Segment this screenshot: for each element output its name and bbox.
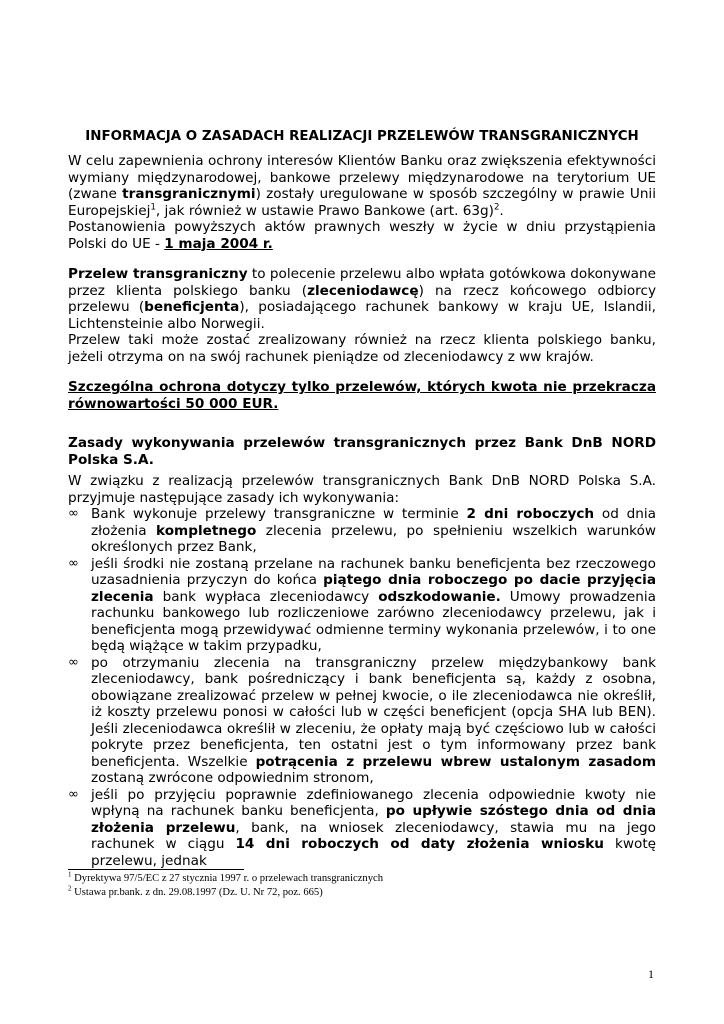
intro-section: [68, 153, 656, 252]
footnote-number: 1: [68, 870, 72, 879]
effective-date: 1 maja 2004 r.: [164, 235, 273, 252]
list-item-text: jeśli środki nie zostaną przelane na rachunek banku beneficjenta bez rzeczowego uzasadnienia przyczyn do końca: [91, 555, 656, 588]
intro-text: , jak również w ustawie Prawo Bankowe (art. 63g): [155, 202, 494, 219]
intro-text: Postanowienia powyższych aktów prawnych weszły w życie w dniu przystąpienia Polski do UE -: [68, 219, 656, 252]
section-intro: W związku z realizacją przelewów transgranicznych Bank DnB NORD Polska S.A. przyjmuje następujące zasady ich wykonywania:: [68, 473, 656, 506]
list-item: [68, 787, 656, 870]
bullet-icon: ∞: [68, 506, 79, 521]
list-item-bold: po upływie szóstego dnia od dnia złożenia przelewu: [91, 803, 656, 836]
footnotes: [68, 872, 656, 900]
footnote-1: [68, 872, 656, 886]
definition-text: ), posiadającego rachunek bankowy w kraju UE, Islandii, Lichtensteinie albo Norwegii.: [68, 299, 656, 332]
rules-heading-section: [68, 435, 656, 468]
footnote-ref-1[interactable]: 1: [150, 201, 156, 212]
definition-text: ) na rzecz końcowego odbiorcy przelewu (: [68, 282, 656, 315]
intro-text: W celu zapewnienia ochrony interesów Klientów Banku oraz zwiększenia efektywności wymiany międzynarodowej, bankowe przelewy międzynarodowe na terytorium UE (zwane: [68, 153, 656, 202]
list-item-text: od dnia złożenia: [91, 506, 656, 539]
bullet-icon: ∞: [68, 654, 79, 670]
intro-text: ) zostały uregulowane w sposób szczególny w prawie Unii Europejskiej: [68, 186, 656, 219]
list-item-text: kwotę przelewu, jednak: [91, 836, 657, 869]
list-item-bold: kompletnego: [156, 522, 257, 539]
footnote-divider: [68, 869, 244, 870]
list-item: [68, 655, 656, 787]
bullet-icon: ∞: [68, 555, 79, 571]
footnote-2: [68, 886, 656, 900]
bullet-icon: ∞: [68, 786, 79, 802]
definition-term: zleceniodawcę: [307, 282, 419, 299]
section-heading: Zasady wykonywania przelewów transgranicznych przez Bank DnB NORD Polska S.A.: [68, 435, 656, 468]
list-item-bold: odszkodowanie.: [378, 588, 501, 605]
definition-paragraph-2: Przelew taki może zostać zrealizowany również na rzecz klienta polskiego banku, jeżeli otrzyma on na swój rachunek pieniądze od zleceniodawcy z ww krajów.: [68, 332, 656, 365]
intro-text: .: [499, 202, 504, 219]
footnote-text: Ustawa pr.bank. z dn. 29.08.1997 (Dz. U. Nr 72, poz. 665): [71, 887, 323, 898]
list-item-text: bank wypłaca zleceniodawcy: [153, 588, 379, 605]
rules-section: [68, 473, 656, 869]
list-item-text: jeśli po przyjęciu poprawnie zdefiniowanego zlecenia odpowiednie kwoty nie wpłyną na rachunek banku beneficjenta,: [91, 786, 656, 819]
definition-text: to polecenie przelewu albo wpłata gotówkowa dokonywane przez klienta polskiego banku (: [68, 266, 656, 299]
footnote-text: Dyrektywa 97/5/EC z 27 stycznia 1997 r. o przelewach transgranicznych: [71, 873, 384, 884]
list-item-bold: piątego dnia roboczego po dacie przyjęcia zlecenia: [91, 572, 657, 605]
footnote-number: 2: [68, 884, 72, 893]
list-item-text: , bank, na wniosek zleceniodawcy, stawia mu na jego rachunek w ciągu: [91, 819, 656, 852]
document-title: INFORMACJA O ZASADACH REALIZACJI PRZELEWÓW TRANSGRANICZNYCH: [85, 129, 639, 144]
list-item-bold: potrącenia z przelewu wbrew ustalonym zasadom: [255, 753, 656, 770]
footnote-ref-2[interactable]: 2: [493, 201, 500, 212]
rules-list: [68, 506, 656, 869]
list-item-text: zostaną zwrócone odpowiednim stronom,: [91, 770, 374, 786]
list-item-text: Umowy prowadzenia rachunku bankowego lub rozliczeniowe zarówno zleceniodawcy przelewu, jak i beneficjenta mogą przewidywać odmienne terminy wykonania przelewów, i to one będą wiążące w takim przypadku,: [91, 588, 656, 654]
intro-paragraph-2: [68, 219, 656, 252]
definition-section: [68, 266, 656, 365]
special-protection-note: Szczególna ochrona dotyczy tylko przelewów, których kwota nie przekracza równowartości 50 000 EUR.: [68, 379, 656, 412]
definition-term: beneficjenta: [144, 299, 240, 315]
list-item-bold: 14 dni roboczych od daty złożenia wniosku: [235, 836, 604, 852]
list-item-text: po otrzymaniu zlecenia na transgraniczny przelew międzybankowy bank zleceniodawcy, bank pośredniczący i bank beneficjenta są, każdy z osobna, obowiązane zrealizować przelew w pełnej kwocie, o ile zleceniodawca nie określił, iż koszty przelewu ponosi w całości lub w części beneficjent (opcja SHA lub BEN). Jeśli zleceniodawca określił w zleceniu, że opłaty mają być częściowo lub w całości pokryte przez beneficjenta, ten ostatni jest o tym informowany przez bank beneficjenta. Wszelkie: [91, 654, 656, 770]
definition-paragraph: [68, 266, 656, 332]
list-item: [68, 506, 656, 556]
list-item: [68, 556, 656, 655]
special-protection-section: [68, 379, 656, 412]
page-number: 1: [648, 967, 654, 981]
definition-term: Przelew transgraniczny: [68, 266, 248, 282]
list-item-text: zlecenia przelewu, po spełnieniu wszelkich warunków określonych przez Bank,: [91, 522, 657, 555]
intro-paragraph: [68, 153, 656, 219]
list-item-bold: 2 dni roboczych: [466, 506, 595, 522]
list-item-text: Bank wykonuje przelewy transgraniczne w terminie: [91, 506, 467, 522]
intro-bold-term: transgranicznymi: [122, 186, 256, 202]
